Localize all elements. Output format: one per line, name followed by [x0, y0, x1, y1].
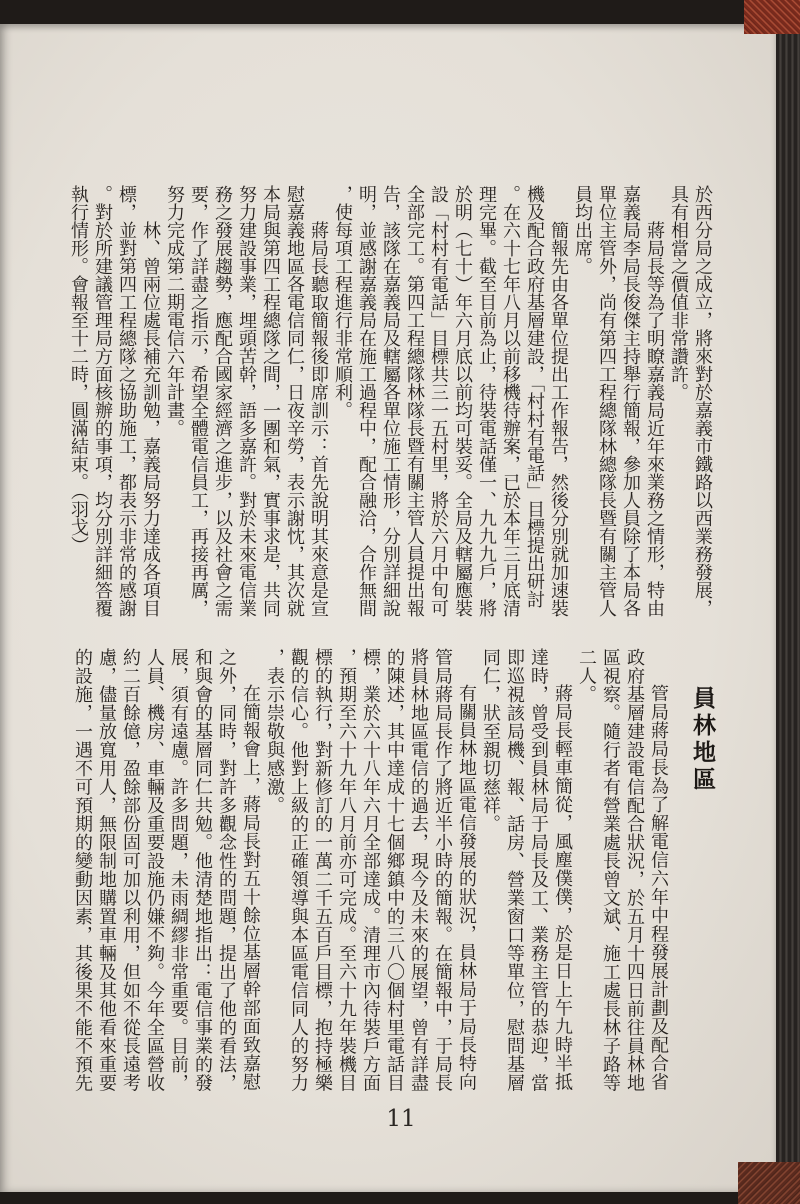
text-column: 約二百餘億，盈餘部份固可加以利用，但如不從長遠考	[120, 648, 141, 1092]
text-column: 員均出席。	[572, 185, 593, 275]
text-column: ，使每項工程進行非常順利。	[332, 185, 353, 419]
text-column: 理完畢。截至目前為止，待裝電話僅一、九九九戶，將	[476, 185, 497, 617]
upper-article	[66, 185, 714, 621]
text-column: 機及配合政府基層建設，「村村有電話」目標提出研討	[524, 185, 545, 608]
text-column: 在簡報會上，蔣局長對五十餘位基層幹部面致嘉慰	[240, 684, 261, 1091]
text-column: 二人。	[576, 648, 597, 704]
text-column: ，表示崇敬與感激。	[264, 648, 285, 815]
text-column: 即巡視該局機、報、話房、營業窗口等單位，慰問基層	[504, 648, 525, 1092]
text-column: 管局蔣局長作了將近半小時的簡報。在簡報中，于局長	[432, 648, 453, 1092]
page-number: 11	[386, 1106, 416, 1132]
text-column: 將員林地區電信的過去，現今及未來的展望，曾有詳盡	[408, 648, 429, 1092]
text-column: 達時，曾受到員林局于局長及工、業務主管的恭迎，當	[528, 648, 549, 1092]
text-column: 要，作了詳盡之指示，希望全體電信員工，再接再厲，	[188, 185, 209, 617]
text-column: 執行情形。會報至十二時，圓滿結束。（羽戈）	[68, 185, 89, 554]
text-column: 蔣局長聽取簡報後即席訓示：首先說明其來意是宣	[308, 221, 329, 617]
binding-cloth-top	[744, 0, 800, 34]
text-column: 標，並對第四工程總隊之協助施工，都表示非常的感謝	[116, 185, 137, 617]
text-column: 的設施，一遇不可預期的變動因素，其後果不能不預先	[72, 648, 93, 1092]
text-column: 努力完成第二期電信六年計畫。	[164, 185, 185, 437]
text-column: 。對於所建議管理局方面核辦的事項，均分別詳細答覆	[92, 185, 113, 617]
text-column: 標，業於六十八年六月全部達成。清理市內待裝戶方面	[360, 648, 381, 1092]
text-column: 設「村村有電話」目標共三一五村里，將於六月中旬可	[428, 185, 449, 617]
text-column: 努力建設事業，埋頭苦幹，語多嘉許。對於未來電信業	[236, 185, 257, 617]
text-column: 標的執行，對新修訂的一萬二千五百戶目標，抱持極樂	[312, 648, 333, 1092]
text-column: 蔣局長等為了明瞭嘉義局近年來業務之情形，特由	[644, 221, 665, 617]
text-column: 全部完工。第四工程總隊林隊長暨有關主管人員提出報	[404, 185, 425, 617]
text-column: 區視察。隨行者有營業處長曾文斌、施工處長林子路等	[600, 648, 621, 1092]
text-column: 展，須有遠慮。許多問題，未雨綢繆非常重要。目前，	[168, 648, 189, 1092]
text-column: 告，該隊在嘉義局及轄屬各單位施工情形，分別詳細說	[380, 185, 401, 617]
page-edges	[776, 0, 800, 1204]
text-column: 同仁，狀至親切慈祥。	[480, 648, 501, 833]
text-column: 管局蔣局長為了解電信六年中程發展計劃及配合省	[648, 684, 669, 1091]
text-column: 明，並感謝嘉義局在施工過程中，配合融洽，合作無間	[356, 185, 377, 617]
text-column: 簡報先由各單位提出工作報告，然後分別就加速裝	[548, 221, 569, 617]
text-column: 政府基層建設電信配合狀況，於五月十四日前往員林地	[624, 648, 645, 1092]
article-heading: 員林地區	[689, 686, 716, 794]
text-column: 嘉義局李局長俊傑主持舉行簡報，參加人員除了本局各	[620, 185, 641, 617]
text-column: 於西分局之成立，將來對於嘉義市鐵路以西業務發展，	[692, 185, 713, 617]
text-column: 林、曾兩位處長補充訓勉，嘉義局努力達成各項目	[140, 221, 161, 617]
text-column: 和與會的基層同仁共勉。他清楚地指出：電信事業的發	[192, 648, 213, 1092]
text-column: 務之發展趨勢，應配合國家經濟之進步，以及社會之需	[212, 185, 233, 617]
binding-cloth-bottom	[738, 1162, 800, 1204]
text-column: 觀的信心。他對上級的正確領導與本區電信同人的努力	[288, 648, 309, 1092]
text-column: 慮，儘量放寬用人，無限制地購置車輛及其他看來重要	[96, 648, 117, 1092]
text-column: 於明（七十）年六月底以前均可裝妥。全局及轄屬應裝	[452, 185, 473, 617]
text-column: 之外，同時，對許多觀念性的問題，提出了他的看法，	[216, 648, 237, 1092]
text-column: 本局與第四工程總隊之間，一團和氣，實事求是，共同	[260, 185, 281, 617]
text-column: ，預期至六十九年八月前亦可完成。至六十九年裝機目	[336, 648, 357, 1092]
lower-article	[70, 648, 670, 1098]
text-column: 。在六十七年八月以前移機待辦案，已於本年三月底清	[500, 185, 521, 617]
text-column: 有關員林地區電信發展的狀況，員林局于局長特向	[456, 684, 477, 1091]
text-column: 具有相當之價值非常讚許。	[668, 185, 689, 401]
text-column: 慰嘉義地區各電信同仁，日夜辛勞，表示謝忱，其次就	[284, 185, 305, 617]
text-column: 蔣局長輕車簡從，風塵僕僕，於是日上午九時半抵	[552, 684, 573, 1091]
text-column: 人員、機房、車輛及重要設施仍嫌不夠。今年全區營收	[144, 648, 165, 1092]
text-column: 的陳述，其中達成十七個鄉鎮中的三八〇個村里電話目	[384, 648, 405, 1092]
text-column: 單位主管外，尚有第四工程總隊林總隊長暨有關主管人	[596, 185, 617, 617]
